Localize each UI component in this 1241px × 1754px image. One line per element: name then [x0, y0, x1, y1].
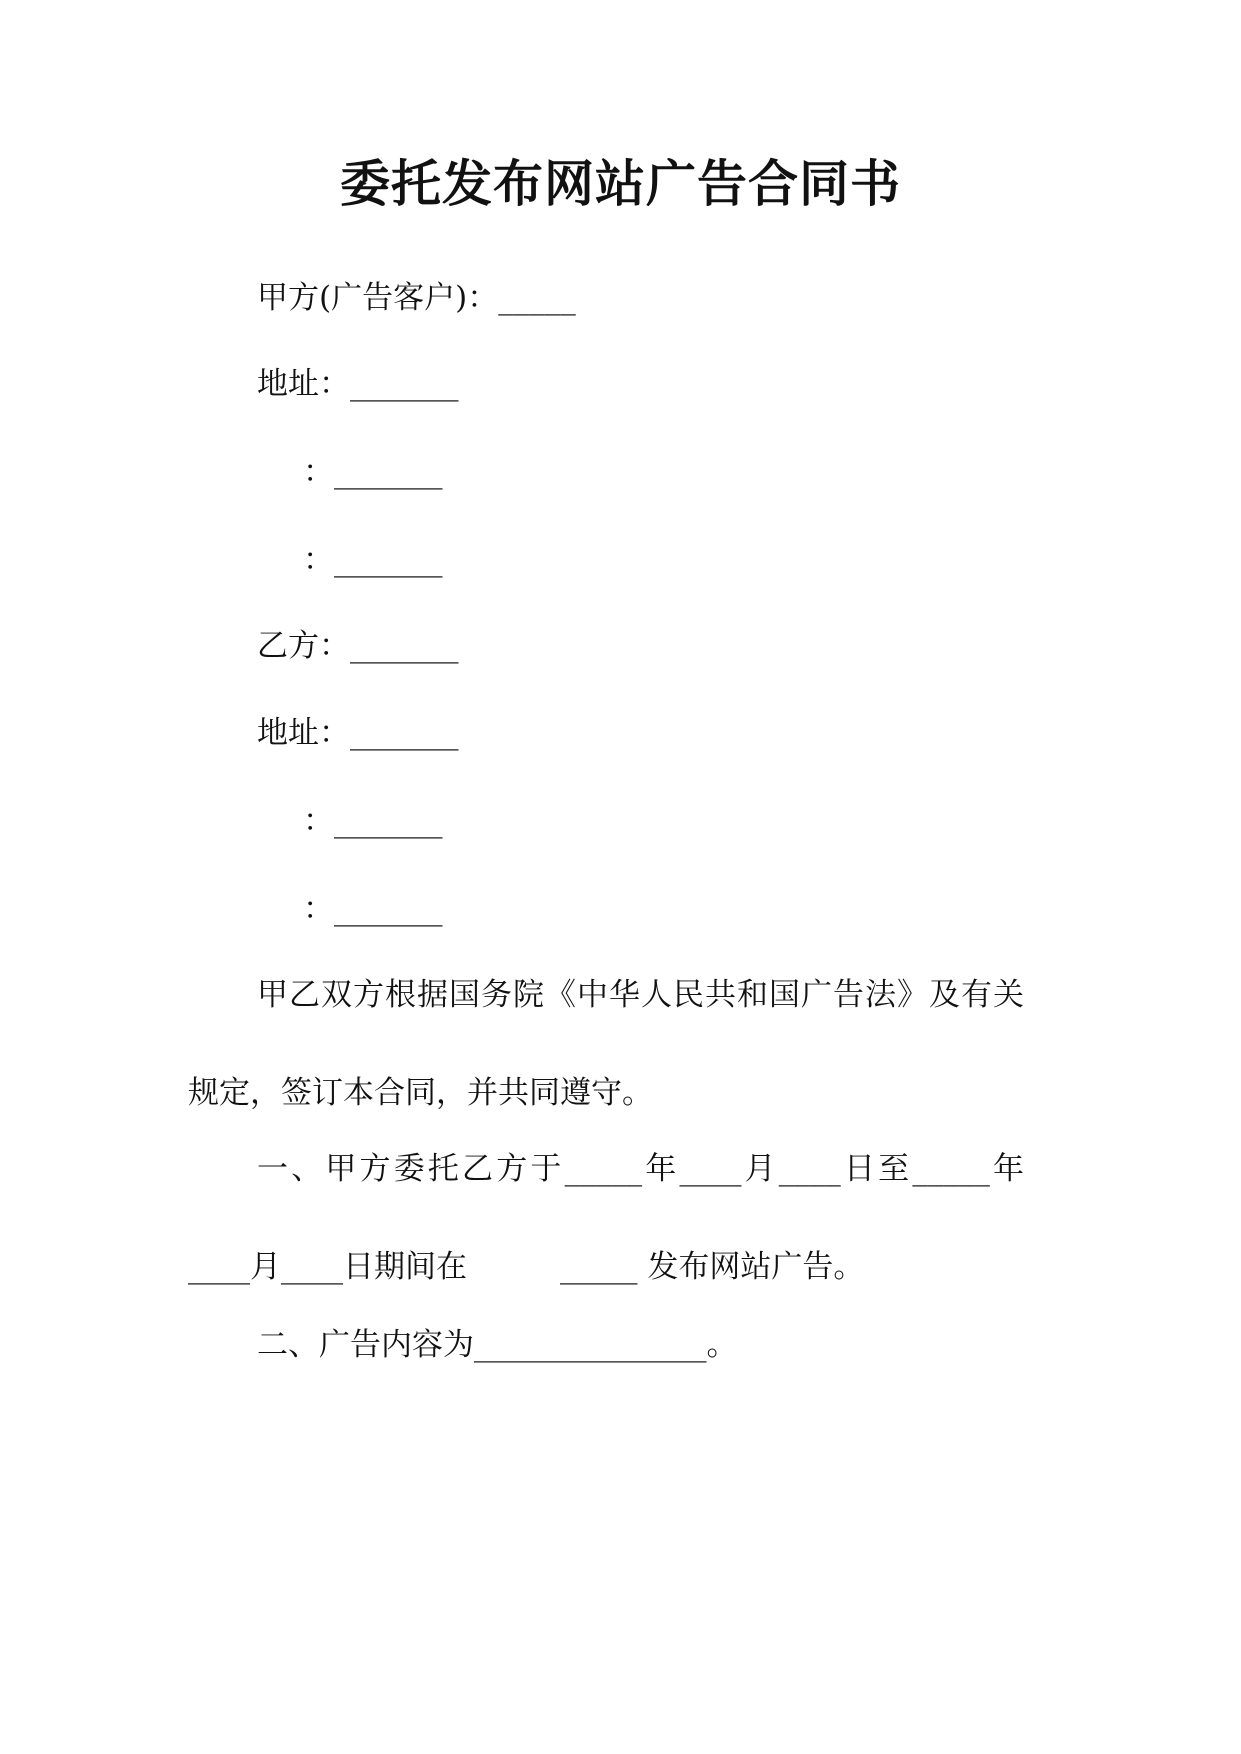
party-a-extra-line-2: ：_______ [303, 542, 443, 578]
party-a-extra-line-1: ：_______ [303, 454, 443, 490]
clause-1-paragraph: 一、甲方委托乙方于_____年____月____日至_____年____月____日期间在 _____ 发布网站广告。 [188, 1151, 1024, 1285]
party-b-extra-line-2: ：_______ [303, 891, 443, 927]
party-a-address-line: 地址：_______ [257, 366, 459, 402]
party-b-address-line: 地址：_______ [257, 715, 459, 751]
preamble-paragraph: 甲乙双方根据国务院《中华人民共和国广告法》及有关规定，签订本合同，并共同遵守。 [188, 977, 1024, 1111]
clause-2-paragraph: 二、广告内容为_______________。 [257, 1327, 738, 1363]
party-b-name-line: 乙方：_______ [257, 628, 459, 664]
party-a-name-line: 甲方(广告客户)：_____ [257, 280, 576, 316]
document-title: 委托发布网站广告合同书 [340, 154, 901, 213]
party-b-extra-line-1: ：_______ [303, 803, 443, 839]
